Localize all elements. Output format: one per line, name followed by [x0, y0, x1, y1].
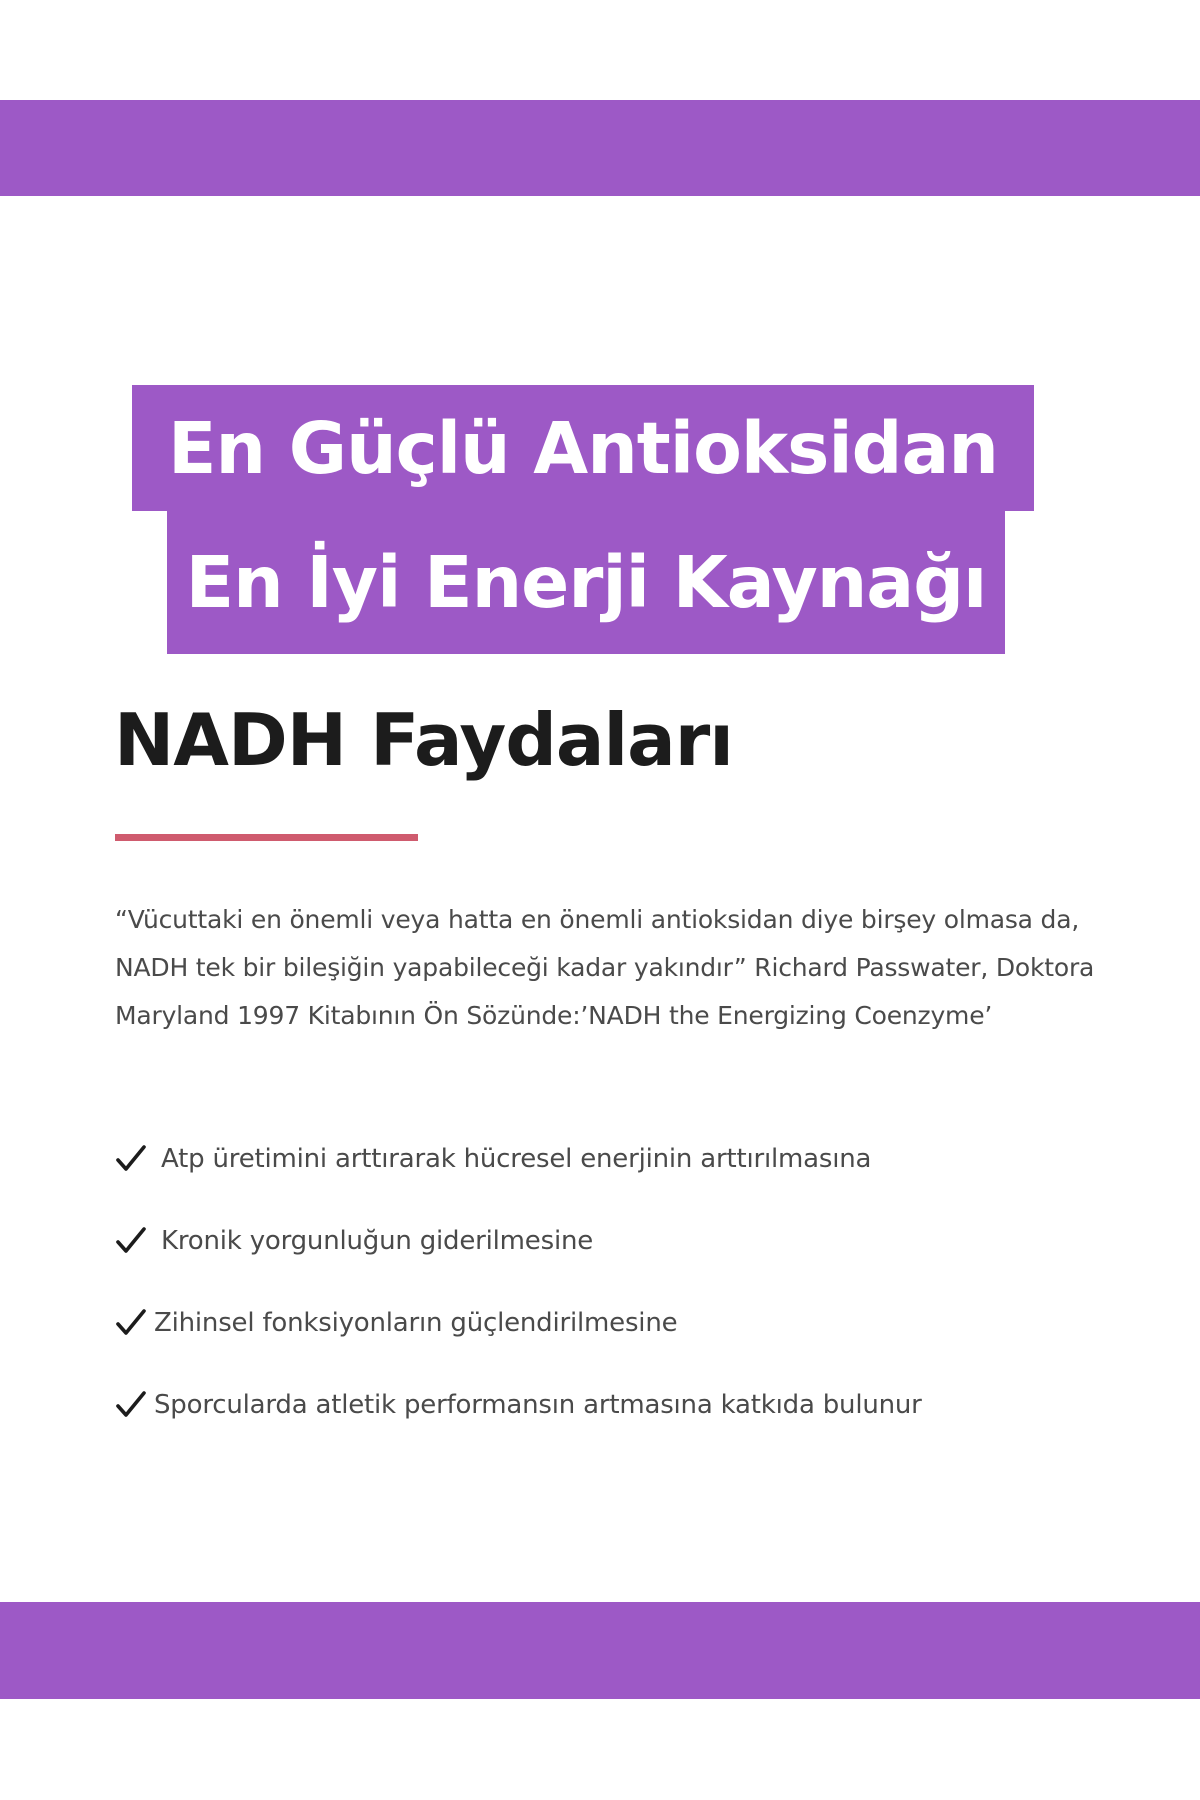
benefits-list [115, 1118, 922, 1446]
quote-paragraph: “Vücuttaki en önemli veya hatta en önemli antioksidan diye birşey olmasa da, NADH tek bir bileşiğin yapabileceği kadar yakındır” Richard Passwater, Doktora Maryland 1997 Kitabının Ön Sözünde:’NADH the Energizing Coenzyme’ [115, 905, 1095, 1030]
bottom-accent-band [0, 1602, 1200, 1699]
benefit-text: Atp üretimini arttırarak hücresel enerjinin arttırılmasına [161, 1144, 872, 1174]
check-icon [115, 1225, 147, 1257]
check-icon [115, 1389, 147, 1421]
headline-line-1: En Güçlü Antioksidan [132, 385, 1034, 511]
top-accent-band [0, 100, 1200, 196]
check-icon [115, 1307, 147, 1339]
headline-line-2: En İyi Enerji Kaynağı [167, 511, 1005, 654]
benefit-item [115, 1200, 922, 1282]
benefit-text: Sporcularda atletik performansın artmasına katkıda bulunur [154, 1390, 922, 1420]
benefit-item [115, 1118, 922, 1200]
benefit-text: Zihinsel fonksiyonların güçlendirilmesine [154, 1308, 678, 1338]
title-underline [115, 834, 418, 841]
benefit-item [115, 1364, 922, 1446]
check-icon [115, 1143, 147, 1175]
section-title: NADH Faydaları [114, 698, 733, 782]
benefit-item [115, 1282, 922, 1364]
benefit-text: Kronik yorgunluğun giderilmesine [161, 1226, 594, 1256]
